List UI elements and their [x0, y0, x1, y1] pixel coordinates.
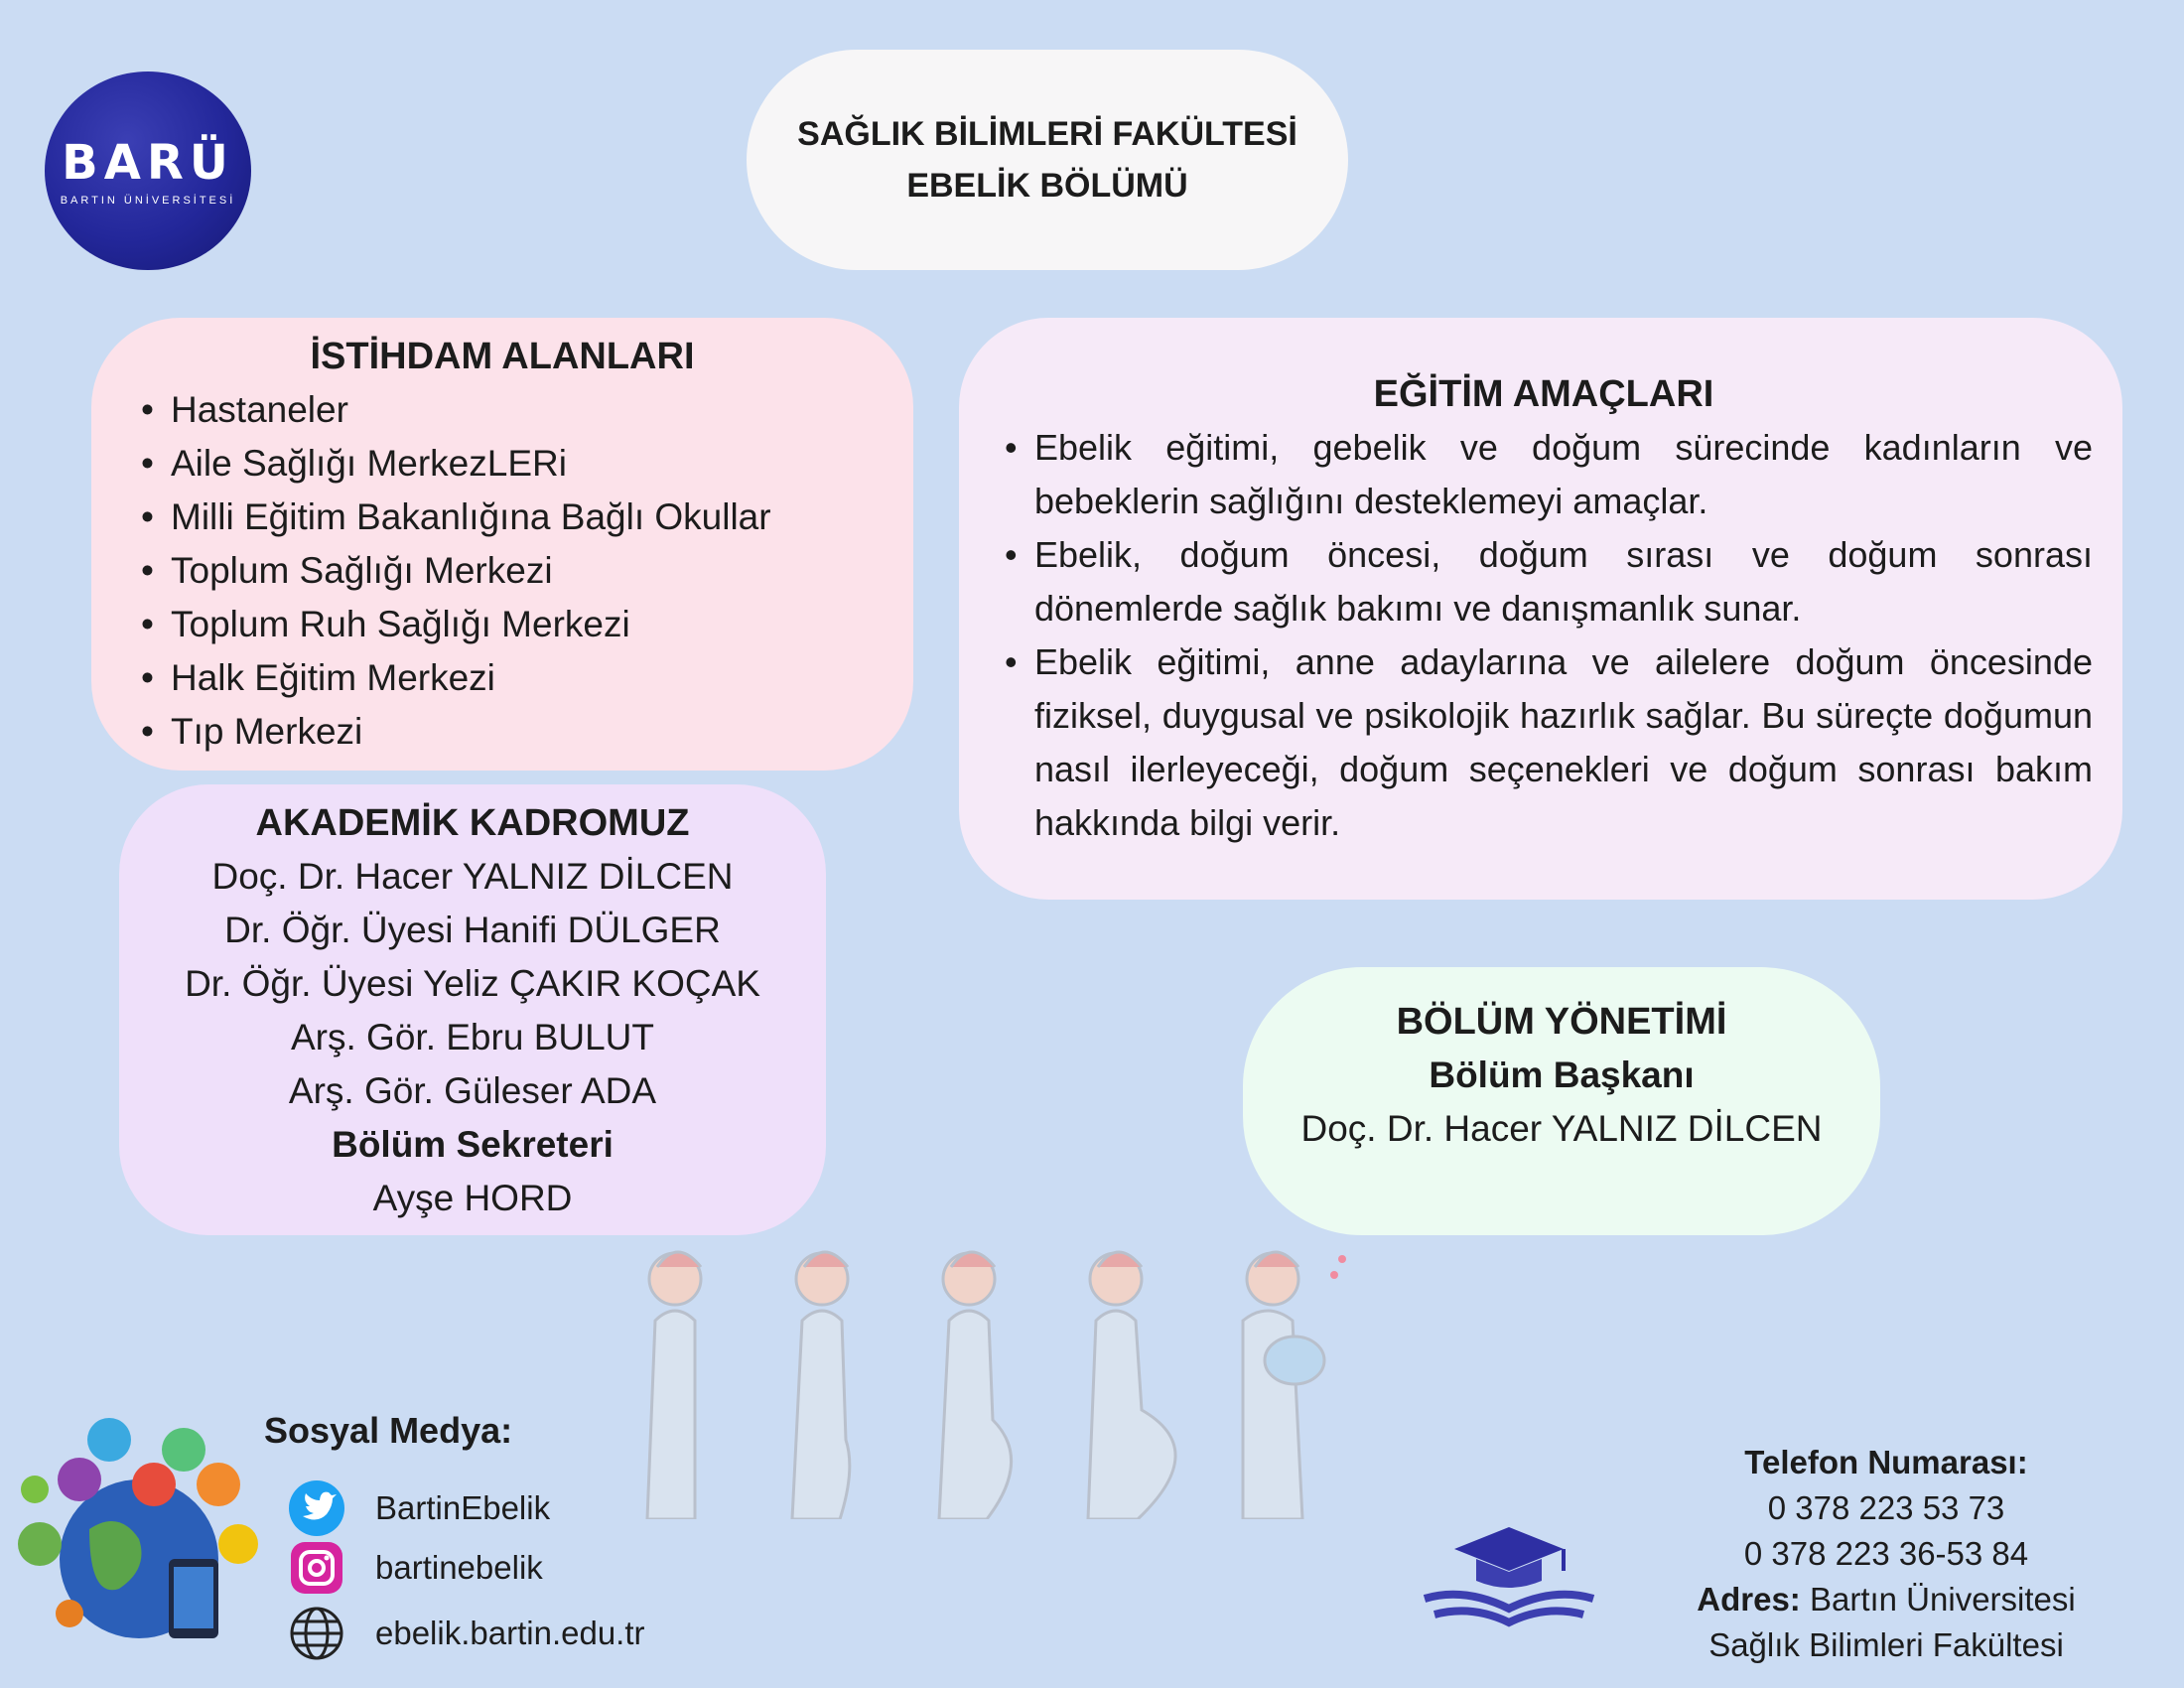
university-logo [45, 71, 251, 270]
instagram-icon [288, 1539, 345, 1597]
head-name: Doç. Dr. Hacer YALNIZ DİLCEN [1300, 1108, 1823, 1149]
instagram-handle[interactable]: bartinebelik [375, 1549, 543, 1586]
department-management-title: BÖLÜM YÖNETİMİ [1396, 1001, 1727, 1043]
academic-staff-card [119, 784, 826, 1235]
list-item: • Ebelik, doğum öncesi, doğum sırası ve doğum sonrası dönemlerde sağlık bakımı ve danışmanlık sunar. [995, 528, 2093, 635]
list-item: • Ebelik eğitimi, gebelik ve doğum sürecinde kadınların ve bebeklerin sağlığını desteklemeyi amaçlar. [995, 421, 2093, 528]
contact-info [1668, 1440, 2105, 1668]
woman-figure-2 [792, 1252, 850, 1519]
employment-areas-list [121, 383, 884, 759]
academic-staff-title: AKADEMİK KADROMUZ [255, 802, 690, 844]
hearts-icon [1330, 1255, 1346, 1279]
list-item: • Halk Eğitim Merkezi [121, 651, 884, 705]
header-title [747, 50, 1348, 270]
twitter-row[interactable] [288, 1479, 550, 1537]
address-label: Adres: [1697, 1581, 1801, 1618]
phone-number-1[interactable]: 0 378 223 53 73 [1767, 1489, 2005, 1526]
phone-number-2[interactable]: 0 378 223 36-53 84 [1743, 1535, 2029, 1572]
staff-member: Dr. Öğr. Üyesi Hanifi DÜLGER [224, 910, 721, 950]
social-media-title: Sosyal Medya: [264, 1410, 513, 1451]
staff-member: Dr. Öğr. Üyesi Yeliz ÇAKIR KOÇAK [185, 963, 760, 1004]
logo-subtitle: BARTIN ÜNİVERSİTESİ [60, 195, 236, 207]
list-item: • Toplum Sağlığı Merkezi [121, 544, 884, 598]
department-management-card [1243, 967, 1880, 1235]
phone-label: Telefon Numarası: [1744, 1444, 2028, 1480]
list-item: • Hastaneler [121, 383, 884, 437]
head-role: Bölüm Başkanı [1429, 1055, 1695, 1095]
address-university: Bartın Üniversitesi [1809, 1581, 2076, 1618]
woman-with-baby-figure [1243, 1252, 1324, 1519]
staff-member: Doç. Dr. Hacer YALNIZ DİLCEN [211, 856, 734, 897]
list-item: • Toplum Ruh Sağlığı Merkezi [121, 598, 884, 651]
employment-areas-card [91, 318, 913, 771]
woman-figure-4 [1088, 1252, 1175, 1519]
address-line-2: Sağlık Bilimleri Fakültesi [1708, 1626, 2064, 1663]
education-goals-title: EĞİTİM AMAÇLARI [1373, 373, 1714, 415]
twitter-handle[interactable]: BartinEbelik [375, 1489, 551, 1526]
list-item: • Aile Sağlığı MerkezLERi [121, 437, 884, 491]
social-media-collage-icon [10, 1410, 263, 1648]
woman-figure-3 [939, 1252, 1012, 1519]
twitter-icon [288, 1479, 345, 1537]
logo-word: BARÜ [62, 135, 234, 191]
list-item: • Tıp Merkezi [121, 705, 884, 759]
globe-icon [288, 1605, 345, 1662]
faculty-title: SAĞLIK BİLİMLERİ FAKÜLTESİ [797, 115, 1297, 153]
website-row[interactable] [288, 1605, 645, 1662]
staff-member: Arş. Gör. Ebru BULUT [291, 1017, 654, 1057]
secretary-label: Bölüm Sekreteri [332, 1124, 614, 1165]
department-title: EBELİK BÖLÜMÜ [906, 167, 1188, 205]
education-goals-list [995, 421, 2093, 850]
address-line-1 [1668, 1577, 2105, 1622]
graduation-book-icon [1415, 1519, 1603, 1628]
woman-figure-1 [647, 1252, 701, 1519]
website-link[interactable]: ebelik.bartin.edu.tr [375, 1615, 645, 1651]
education-goals-card [959, 318, 2122, 900]
list-item: • Milli Eğitim Bakanlığına Bağlı Okullar [121, 491, 884, 544]
secretary-name: Ayşe HORD [372, 1178, 573, 1218]
instagram-row[interactable] [288, 1539, 543, 1597]
employment-areas-title: İSTİHDAM ALANLARI [310, 336, 695, 377]
staff-member: Arş. Gör. Güleser ADA [288, 1070, 657, 1111]
pregnancy-stages-illustration [635, 1231, 1350, 1519]
list-item: • Ebelik eğitimi, anne adaylarına ve ailelere doğum öncesinde fiziksel, duygusal ve psikolojik hazırlık sağlar. Bu süreçte doğumun nasıl ilerleyeceği, doğum seçenekleri ve doğum sonrası bakım hakkında bilgi verir. [995, 635, 2093, 850]
